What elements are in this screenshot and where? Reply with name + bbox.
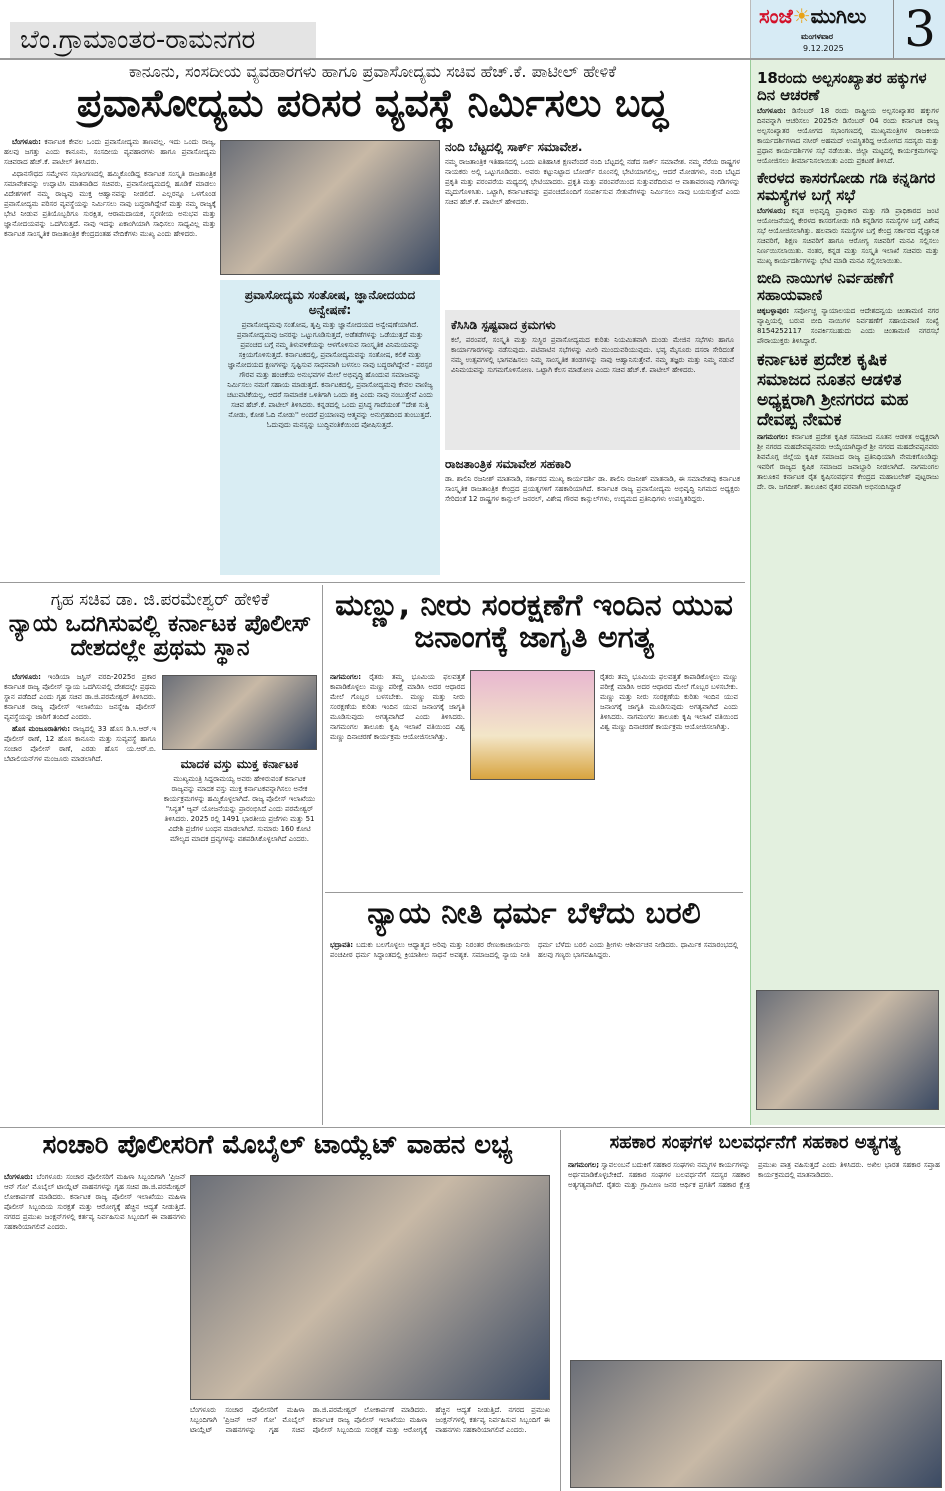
subheading: ಕೆಸಿಸಿಡಿ ಸ್ಪಷ್ಟವಾದ ಕ್ರಮಗಳು [451,318,556,332]
dateline: ನಾಗಮಂಗಲ: [757,433,789,441]
police-headline: ನ್ಯಾಯ ಒದಗಿಸುವಲ್ಲಿ ಕರ್ನಾಟಕ ಪೊಲೀಸ್ ದೇಶದಲ್ಲೇ ಪ್ರಥಮ ಸ್ಥಾನ [8,611,312,662]
box-text: ಮುಖ್ಯಮಂತ್ರಿ ಸಿದ್ದರಾಮಯ್ಯ ಅವರು ಹೇಳಿರುವಂತೆ ಕರ್ನಾಟಕ ರಾಜ್ಯವನ್ನು ಮಾದಕ ವಸ್ತು ಮುಕ್ತ ಕರ್ನಾಟಕವನ್ನಾಗಿಸಲು ಅನೇಕ ಕಾರ್ಯಕ್ರಮಗಳನ್ನು ಹಮ್ಮಿಕೊಳ್ಳಲಾಗಿದೆ. ರಾಜ್ಯ ಪೊಲೀಸ್ ಇಲಾಖೆಯು "ಸಿನ್ಯತ" ಆ್ಯಪ್ ಯೋಜನೆಯನ್ನು ಪ್ರಾರಂಭಿಸಿದೆ ಎಂದು ಪರಮೇಶ್ವರ್ ತಿಳಿಸಿದರು. 2025 ರಲ್ಲಿ 1491 ಭಾರತೀಯ ಪ್ರಜೆಗಳು ಮತ್ತು 51 ವಿದೇಶಿ ಪ್ರಜೆಗಳ ಬಂಧನ ಮಾಡಲಾಗಿದೆ. ಸುಮಾರು 160 ಕೋಟಿ ಮೌಲ್ಯದ ಮಾದಕ ದ್ರವ್ಯಗಳನ್ನು ವಶಪಡಿಸಿಕೊಳ್ಳಲಾಗಿದೆ ಎಂದರು. [163,775,316,843]
issue-day: ಮಂಗಳವಾರ [801,32,834,41]
box-title: ಪ್ರವಾಸೋದ್ಯಮ ಸಂತೋಷ, ಜ್ಞಾನೋದಯದ ಅನ್ವೇಷಣೆ: [244,288,416,317]
sun-icon: ☀ [792,4,811,28]
paragraph: ಬದುಕು ಬಲಗೊಳ್ಳಲು ಆಧ್ಯಾತ್ಮದ ಅರಿವು ಮತ್ತು ನಿರಂತರ ರೇಣುಕಾಚಾರ್ಯರು ಪಂಚಪೀಠ ಧರ್ಮ ಸಿದ್ಧಾಂತದಲ್ಲಿ ಕ್ರಿಯಾಶೀಲ ಸಾಧನೆ ಅವಶ್ಯಕ. ಸಮಾಜದಲ್ಲಿ ನ್ಯಾಯ ನೀತಿ ಧರ್ಮ ಬೆಳೆದು ಬರಲಿ ಎಂದು ಶ್ರೀಗಳು ಆಶೀರ್ವಚನ ನೀಡಿದರು. ಧಾರ್ಮಿಕ ಸಮಾರಂಭದಲ್ಲಿ ಹಲವು ಗಣ್ಯರು ಭಾಗವಹಿಸಿದ್ದರು. [330,941,738,959]
sub-text: ಕಲೆ, ಪರಂಪರೆ, ಸಂಸ್ಕೃತಿ ಮತ್ತು ಸುಸ್ಥಿರ ಪ್ರವಾಸೋದ್ಯಮದ ಕುರಿತು ನಿಯಮಿತವಾಗಿ ದುಂಡು ಮೇಜಿನ ಸಭೆಗಳು ಹಾಗೂ ಕಾರ್ಯಾಗಾರಗಳನ್ನು ನಡೆಸುವುದು. ಪಟಿವಾಟಿನ ಸಭೆಗಳನ್ನು ಮೀರಿ ಮುಂದುವರಿಯುವುದು. ಭವ್ಯ ಮೈಸೂರು ದಸರಾ ಸೇರಿದಂತೆ ನಮ್ಮ ಉತ್ಸವಗಳಲ್ಲಿ ಭಾಗವಹಿಸಲು ನಿಮ್ಮ ಸಾಂಸ್ಕೃತಿಕ ತಂಡಗಳನ್ನು ನಾವು ಆಹ್ವಾನಿಸುತ್ತೇವೆ. ನಮ್ಮ ತಜ್ಞರು ಮತ್ತು ನಿಮ್ಮ ನಡುವೆ ವಿನಿಮಯವನ್ನು ಸುಗಮಗೊಳಿಸೋಣ. ಒಟ್ಟಾಗಿ ಕೆಲಸ ಮಾಡೋಣ ಎಂದು ಸಚಿವ ಹೆಚ್.ಕೆ. ಪಾಟೀಲ್ ಹೇಳಿದರು. [451,336,734,374]
photo-tourism-conclave [220,140,440,275]
divider [322,585,323,1125]
subheading: ಹೊಸ ಮಂಜೂರಾತಿಗಳು: [12,725,70,733]
police-body [4,672,156,1122]
top-story-headline: ಪ್ರವಾಸೋದ್ಯಮ ಪರಿಸರ ವ್ಯವಸ್ಥೆ ನಿರ್ಮಿಸಲು ಬದ್ಧ [76,81,669,125]
coop-body [568,1160,940,1355]
justice-headline: ನ್ಯಾಯ ನೀತಿ ಧರ್ಮ ಬೆಳೆದು ಬರಲಿ [367,896,701,931]
photo-mobile-toilet-launch [190,1175,550,1400]
sidebar [750,60,945,1125]
divider [0,582,745,583]
box-title: ಮಾದಕ ವಸ್ತು ಮುಕ್ತ ಕರ್ನಾಟಕ [180,757,299,771]
justice-body [330,940,738,1122]
issue-date: 9.12.2025 [803,44,844,53]
divider [0,1127,945,1128]
logo-part2: ಮುಗಿಲು [810,4,867,28]
sidebar-text: ಕನ್ನಡ ಅಭಿವೃದ್ಧಿ ಪ್ರಾಧಿಕಾರ ಮತ್ತು ಗಡಿ ಪ್ರಾಧಿಕಾರದ ಜಂಟಿ ಆಯೋಜನೆಯಲ್ಲಿ ಕೇರಳದ ಕಾಸರಗೋಡು ಗಡಿ ಕನ್ನಡಿಗರ ಸಮಸ್ಯೆಗಳ ಬಗ್ಗೆ ವಿಶೇಷ ಸಭೆ ಆಯೋಜಿಸಲಾಗಿತ್ತು. ಹಲವಾರು ಸಮಸ್ಯೆಗಳ ಬಗ್ಗೆ ಕೇಂದ್ರ ಸರ್ಕಾರದ ವೈಜ್ಞಾನಿಕ ಸಚಿವರಿಗೆ, ಶಿಕ್ಷಣ ಸಚಿವರಿಗೆ ಹಾಗೂ ಆರೋಗ್ಯ ಸಚಿವರಿಗೆ ಮನವಿ ಸಲ್ಲಿಸಲು ನಿರ್ಣಯಿಸಲಾಯಿತು. ನಂತರ, ಕನ್ನಡ ಮತ್ತು ಸಂಸ್ಕೃತಿ ಇಲಾಖೆ ಸಚಿವರು ಮತ್ತು ಮುಖ್ಯ ಕಾರ್ಯದರ್ಶಿಗಳನ್ನು ಭೇಟಿ ಮಾಡಿ ಮನವಿ ಸಲ್ಲಿಸಲಾಯಿತು. [757,207,939,265]
section-label: ಬೆಂ.ಗ್ರಾಮಾಂತರ-ರಾಮನಗರ [10,22,316,58]
dateline: ಬೆಂಗಳೂರು: [12,138,41,146]
paragraph: ವಿಧಾನಸೌಧದ ಸಮ್ಮೇಳನ ಸಭಾಂಗಣದಲ್ಲಿ ಹಮ್ಮಿಕೊಂಡಿದ್ದ ಕರ್ನಾಟಕ ಸಂಸ್ಕೃತಿ ರಾಜತಾಂತ್ರಿಕ ಸಮಾವೇಶವನ್ನು ಉದ್ಘಾಟಿಸಿ ಮಾತನಾಡಿದ ಸಚಿವರು, ಪ್ರವಾಸೋದ್ಯಮದಲ್ಲಿ ಹೂಡಿಕೆ ಮಾಡಲು ವಿದೇಶಗಳಿಗೆ ನಮ್ಮ ರಾಜ್ಯವು ಮುಕ್ತ ಆಹ್ವಾನವನ್ನು ನೀಡಲಿದೆ. ಎಲ್ಲರನ್ನೂ ಒಳಗೊಂಡ ಪ್ರವಾಸೋದ್ಯಮ ಪರಿಸರ ವ್ಯವಸ್ಥೆಯನ್ನು ನಿರ್ಮಿಸಲು ನಾವು ಬದ್ಧರಾಗಿದ್ದೇವೆ ಮತ್ತು ನಮ್ಮ ರಾಜ್ಯಕ್ಕೆ ಭೇಟಿ ನೀಡುವ ಪ್ರತಿಯೊಬ್ಬರಿಗೂ ಸುರಕ್ಷಿತ, ಆರಾಮದಾಯಕ, ಸ್ಮರಣೀಯ ಅನುಭವ ಮತ್ತು ಜ್ಞಾನೋದಯವನ್ನು ಒದಗಿಸುತ್ತದೆ. ನಾವು ಇದನ್ನು ಏಕಾಂಗಿಯಾಗಿ ಸಾಧಿಸಲು ಸಾಧ್ಯವಿಲ್ಲ ಮತ್ತು ಕರ್ನಾಟಕ ಸಾಂಸ್ಕೃತಿಕ ರಾಜತಾಂತ್ರಿಕ ಕೇಂದ್ರದಂತಹ ವೇದಿಕೆಗಳು ಮುಖ್ಯ ಎಂದು ಹೇಳಿದರು. [4,170,216,238]
dateline: ಬೆಂಗಳೂರು: [12,673,41,681]
dateline: ನಾಗಮಂಗಲ; [568,1161,600,1169]
page-number: 3 [893,0,945,58]
police-kicker: ಗೃಹ ಸಚಿವ ಡಾ. ಜಿ.ಪರಮೇಶ್ವರ್ ಹೇಳಿಕೆ [50,590,270,610]
subheading: ರಾಜತಾಂತ್ರಿಕ ಸಮಾವೇಶ ಸಹಕಾರಿ [445,457,572,471]
soil-body [330,672,465,887]
sidebar-text: ಸರ್ವೋಚ್ಚ ನ್ಯಾಯಾಲಯದ ಆದೇಶದನ್ವಯ ಚಿಂತಾಮಣಿ ನಗರ ವ್ಯಾಪ್ತಿಯಲ್ಲಿ ಬರುವ ಬೀದಿ ನಾಯಿಗಳ ನಿರ್ವಹಣೆಗೆ ಸಹಾಯವಾಣಿ ಸಂಖ್ಯೆ 8154252117 ಸಂಪರ್ಕಿಸಬಹುದು ಎಂದು ಚಿಂತಾಮಣಿ ನಗರಸಭೆ ಪೌರಾಯುಕ್ತರು ತಿಳಿಸಿದ್ದಾರೆ. [757,307,939,345]
sub-text: ಡಾ. ಶಾಲಿನಿ ರಜನೀಶ್ ಮಾತನಾಡಿ, ಸರ್ಕಾರದ ಮುಖ್ಯ ಕಾರ್ಯದರ್ಶಿ ಡಾ. ಶಾಲಿನಿ ರಜನೀಶ್ ಮಾತನಾಡಿ, ಈ ಸಮಾವೇಶವು ಕರ್ನಾಟಕ ಸಾಂಸ್ಕೃತಿಕ ರಾಜತಾಂತ್ರಿಕ ಕೇಂದ್ರದ ಪ್ರಯತ್ನಗಳಿಗೆ ಸಹಕಾರಿಯಾಗಿದೆ. ಕರ್ನಾಟಕ ರಾಜ್ಯ ಪ್ರವಾಸೋದ್ಯಮ ಅಭಿವೃದ್ಧಿ ನಿಗಮದ ಅಧ್ಯಕ್ಷರು ಸೇರಿದಂತೆ 12 ರಾಷ್ಟ್ರಗಳ ಕಾನ್ಸುಲ್ ಜನರಲ್, ವಿಶೇಷ ಗೌರವ ಕಾನ್ಸುಲ್‌ಗಳು, ಉದ್ಯಮದ ಪ್ರತಿನಿಧಿಗಳು ಉಪಸ್ಥಿತರಿದ್ದರು. [445,475,740,503]
toilet-body [4,1172,186,1487]
sidebar-headline: ಬೀದಿ ನಾಯಿಗಳ ನಿರ್ವಹಣೆಗೆ ಸಹಾಯವಾಣಿ [757,269,894,304]
paragraph: ಬೆಂಗಳೂರು ಸಂಚಾರ ಪೊಲೀಸರಿಗೆ ಮಹಿಳಾ ಸಿಬ್ಬಂದಿಗಾಗಿ 'ಪ್ರಿಜನ್ ಆನ್ ಗೋ' ಮೊಬೈಲ್ ಟಾಯ್ಲೆಟ್ ವಾಹನಗಳನ್ನು ಗೃಹ ಸಚಿವ ಡಾ.ಜಿ.ಪರಮೇಶ್ವರ್ ಲೋಕಾರ್ಪಣೆ ಮಾಡಿದರು. ಕರ್ನಾಟಕ ರಾಜ್ಯ ಪೊಲೀಸ್ ಇಲಾಖೆಯು ಮಹಿಳಾ ಪೊಲೀಸ್ ಸಿಬ್ಬಂದಿಯ ಸುರಕ್ಷತೆ ಮತ್ತು ಆರೋಗ್ಯಕ್ಕೆ ಹೆಚ್ಚಿನ ಆದ್ಯತೆ ನೀಡುತ್ತಿದೆ. ನಗರದ ಪ್ರಮುಖ ಜಂಕ್ಷನ್‌ಗಳಲ್ಲಿ ಕರ್ತವ್ಯ ನಿರ್ವಹಿಸುವ ಸಿಬ್ಬಂದಿಗೆ ಈ ವಾಹನಗಳು ಸಹಕಾರಿಯಾಗಲಿವೆ ಎಂದರು. [4,1173,186,1231]
paragraph: ರಾಜ್ಯದಲ್ಲಿ 33 ಹೊಸ ಡಿ.ಸಿ.ಆರ್.ಇ ಪೊಲೀಸ್ ಠಾಣೆ, 12 ಹೊಸ ಕಾನೂನು ಮತ್ತು ಸುವ್ಯವಸ್ಥೆ ಹಾಗೂ ಸಂಚಾರ ಪೊಲೀಸ್ ಠಾಣೆ, ಎರಡು ಹೊಸ ಯ.ಆರ್.ಬಿ. ಬೆಟಾಲಿಯನ್‌ಗಳ ಮಂಜೂರು ಮಾಡಲಾಗಿದೆ. [4,725,156,763]
soil-body-cont: ರೈತರು ತಮ್ಮ ಭೂಮಿಯ ಫಲವತ್ತತೆ ಕಾಪಾಡಿಕೊಳ್ಳಲು ಮಣ್ಣು ಪರೀಕ್ಷೆ ಮಾಡಿಸಿ ಅದರ ಆಧಾರದ ಮೇಲೆ ಗೊಬ್ಬರ ಬಳಸಬೇಕು. ಮಣ್ಣು ಮತ್ತು ನೀರು ಸಂರಕ್ಷಣೆಯ ಕುರಿತು ಇಂದಿನ ಯುವ ಜನಾಂಗಕ್ಕೆ ಜಾಗೃತಿ ಮೂಡಿಸುವುದು ಅಗತ್ಯವಾಗಿದೆ ಎಂದು ತಿಳಿಸಿದರು. ನಾಗಮಂಗಲ ತಾಲೂಕು ಕೃಷಿ ಇಲಾಖೆ ವತಿಯಿಂದ ವಿಶ್ವ ಮಣ್ಣು ದಿನಾಚರಣೆ ಕಾರ್ಯಕ್ರಮ ಆಯೋಜಿಸಲಾಗಿತ್ತು. [600,673,738,731]
newspaper-logo [759,4,866,28]
sidebar-headline: ಕರ್ನಾಟಕ ಪ್ರದೇಶ ಕೃಷಿಕ ಸಮಾಜದ ನೂತನ ಆಡಳಿತ ಅಧ್ಯಕ್ಷರಾಗಿ ಶ್ರೀನಗರದ ಮಹ ದೇವಪ್ಪ ನೇಮಕ [757,350,909,430]
dateline: ಚಿಕ್ಕಬಳ್ಳಾಪುರ: [757,307,790,315]
photo-felicitation [756,990,939,1110]
dateline: ನಾಗಮಂಗಲ: [330,673,362,681]
drug-free-box [162,755,317,1000]
paragraph: ಸ್ವಾವಲಂಬನೆ ಬದುಕಿಗೆ ಸಹಕಾರ ಸಂಘಗಳು ನಮ್ಮಗಳ ಕಾರ್ಯಗಳನ್ನು ಅರ್ಥಮಾಡಿಕೊಳ್ಳಬೇಕಿದೆ. ಸಹಕಾರ ಸಂಘಗಳ ಬಲವರ್ಧನೆಗೆ ಸದಸ್ಯರ ಸಹಕಾರ ಅತ್ಯಗತ್ಯವಾಗಿದೆ. ರೈತರು ಮತ್ತು ಗ್ರಾಮೀಣ ಜನರ ಆರ್ಥಿಕ ಪ್ರಗತಿಗೆ ಸಹಕಾರ ಕ್ಷೇತ್ರ ಪ್ರಮುಖ ಪಾತ್ರ ವಹಿಸುತ್ತದೆ ಎಂದು ತಿಳಿಸಿದರು. ಅಖಿಲ ಭಾರತ ಸಹಕಾರ ಸಪ್ತಾಹ ಕಾರ್ಯಕ್ರಮದಲ್ಲಿ ಮಾತನಾಡಿದರು. [568,1161,940,1189]
sidebar-headline: ಕೇರಳದ ಕಾಸರಗೋಡು ಗಡಿ ಕನ್ನಡಿಗರ ಸಮಸ್ಯೆಗಳ ಬಗ್ಗೆ ಸಭೆ [757,169,936,204]
masthead [750,0,945,58]
top-story-kicker: ಕಾನೂನು, ಸಂಸದೀಯ ವ್ಯವಹಾರಗಳು ಹಾಗೂ ಪ್ರವಾಸೋದ್ಯಮ ಸಚಿವ ಹೆಚ್.ಕೆ. ಪಾಟೀಲ್ ಹೇಳಿಕೆ [128,62,617,81]
sidebar-headline: 18ರಂದು ಅಲ್ಪಸಂಖ್ಯಾತರ ಹಕ್ಕುಗಳ ದಿನ ಆಚರಣೆ [757,69,927,104]
subheading: ನಂದಿ ಬೆಟ್ಟದಲ್ಲಿ ಸಾರ್ಕ್ ಸಮಾವೇಶ. [445,140,583,154]
sidebar-text: ಡಿಸೆಂಬರ್ 18 ರಂದು ರಾಷ್ಟ್ರೀಯ ಅಲ್ಪಸಂಖ್ಯಾತರ ಹಕ್ಕುಗಳ ದಿನವನ್ನಾಗಿ ಆಚರಿಸಲು 2025ನೇ ಡಿಸೆಂಬರ್ 04 ರಂದು ಕರ್ನಾಟಕ ರಾಜ್ಯ ಅಲ್ಪಸಂಖ್ಯಾತರ ಆಯೋಗದ ಸಭಾಂಗಣದಲ್ಲಿ ಮುಖ್ಯಮಂತ್ರಿಗಳ ರಾಜಕೀಯ ಕಾರ್ಯದರ್ಶಿಗಳಾದ ನಸೀರ್ ಅಹಮದ್ ಉಪಸ್ಥಿತರಿದ್ದ ಆಯೋಗದ ಸದಸ್ಯರು ಮತ್ತು ಪ್ರಧಾನ ಕಾರ್ಯದರ್ಶಿಗಳ ಸಭೆ ನಡೆಯಿತು. ಜಿಲ್ಲಾ ಮಟ್ಟದಲ್ಲಿ ಕಾರ್ಯಕ್ರಮಗಳನ್ನು ಆಯೋಜಿಸಲು ತೀರ್ಮಾನಿಸಲಾಯಿತು ಎಂದು ಪ್ರಕಟಣೆ ತಿಳಿಸಿದೆ. [757,107,939,165]
coop-headline: ಸಹಕಾರ ಸಂಘಗಳ ಬಲವರ್ಧನೆಗೆ ಸಹಕಾರ ಅತ್ಯಗತ್ಯ [609,1132,901,1153]
photo-home-minister [162,675,317,750]
dateline: ಭದ್ರಾವತಿ: [330,941,354,949]
paragraph: ಕರ್ನಾಟಕ ಕೇವಲ ಒಂದು ಪ್ರವಾಸೋದ್ಯಮ ತಾಣವಲ್ಲ. ಇದು ಒಂದು ರಾಜ್ಯ, ಹಲವು ಜಗತ್ತು ಎಂದು ಕಾನೂನು, ಸಂಸದೀಯ ವ್ಯವಹಾರಗಳು ಹಾಗೂ ಪ್ರವಾಸೋದ್ಯಮ ಸಚಿವರಾದ ಹೆಚ್.ಕೆ. ಪಾಟೀಲ್ ತಿಳಿಸಿದರು. [4,138,216,166]
photo-coop-meeting [570,1360,942,1488]
sub-text: ನಮ್ಮ ರಾಜತಾಂತ್ರಿಕ ಇತಿಹಾಸದಲ್ಲಿ ಒಂದು ಐತಿಹಾಸಿಕ ಕ್ಷಣವೆಂದರೆ ನಂದಿ ಬೆಟ್ಟದಲ್ಲಿ ನಡೆದ ಸಾರ್ಕ್ ಸಮಾವೇಶ. ನಮ್ಮ ನೆರೆಯ ರಾಷ್ಟ್ರಗಳ ನಾಯಕರು ಅಲ್ಲಿ ಒಟ್ಟುಗೂಡಿದರು. ಅವರು ಕಟ್ಟುನಿಟ್ಟಾದ ಬೋರ್ಡ್ ರೂಂನಲ್ಲಿ ಭೇಟಿಯಾಗಲಿಲ್ಲ, ಆದರೆ ಮೋಡಗಳು, ನಂದಿ ಬೆಟ್ಟದ ಪ್ರಕೃತಿ ಮತ್ತು ಪರಂಪರೆಯ ಮಧ್ಯದಲ್ಲಿ ಭೇಟಿಯಾದರು. ಪ್ರಕೃತಿ ಮತ್ತು ಪರಂಪರೆಯಿಂದ ಸುತ್ತುವರೆದಿರುವ ಆ ವಾತಾವರಣವು ಗಡಿಗಳನ್ನು ಮೃದುಗೊಳಿಸಿತು. ಒಟ್ಟಾಗಿ, ಕರ್ನಾಟಕವನ್ನು ಪ್ರಪಂಚದೊಂದಿಗೆ ಸಂಪರ್ಕಿಸುವ ಸೇತುವೆಗಳನ್ನು ನಿರ್ಮಿಸಲು ನಾವು ಬಯಸುತ್ತೇವೆ ಎಂದು ಸಚಿವ ಹೆಚ್.ಕೆ. ಪಾಟೀಲ್ ಹೇಳಿದರು. [445,158,740,206]
paragraph: ರೈತರು ತಮ್ಮ ಭೂಮಿಯ ಫಲವತ್ತತೆ ಕಾಪಾಡಿಕೊಳ್ಳಲು ಮಣ್ಣು ಪರೀಕ್ಷೆ ಮಾಡಿಸಿ ಅದರ ಆಧಾರದ ಮೇಲೆ ಗೊಬ್ಬರ ಬಳಸಬೇಕು. ಮಣ್ಣು ಮತ್ತು ನೀರು ಸಂರಕ್ಷಣೆಯ ಕುರಿತು ಇಂದಿನ ಯುವ ಜನಾಂಗಕ್ಕೆ ಜಾಗೃತಿ ಮೂಡಿಸುವುದು ಅಗತ್ಯವಾಗಿದೆ ಎಂದು ತಿಳಿಸಿದರು. ನಾಗಮಂಗಲ ತಾಲೂಕು ಕೃಷಿ ಇಲಾಖೆ ವತಿಯಿಂದ ವಿಶ್ವ ಮಣ್ಣು ದಿನಾಚರಣೆ ಕಾರ್ಯಕ್ರಮ ಆಯೋಜಿಸಲಾಗಿತ್ತು. [330,673,465,741]
logo-part1: ಸಂಜೆ [759,4,793,28]
sidebar-text: ಕರ್ನಾಟಕ ಪ್ರದೇಶ ಕೃಷಿಕ ಸಮಾಜದ ನೂತನ ಆಡಳಿತ ಅಧ್ಯಕ್ಷರಾಗಿ ಶ್ರೀ ನಗರದ ಮಹದೇವಪ್ಪನವರು ಆಯ್ಕೆಯಾಗಿದ್ದಾರೆ ಶ್ರೀ ನಗರದ ಮಹದೇವಪ್ಪನವರು ಶಿವಮೊಗ್ಗ ಜಿಲ್ಲೆಯ ಕೃಷಿಕ ಸಮಾಜದ ರಾಜ್ಯ ಪ್ರತಿನಿಧಿಯಾಗಿ ನೇಮಕಗೊಂಡಿದ್ದು ಇವರಿಗೆ ರಾಜ್ಯದ ಕೃಷಿಕ ಸಮಾಜದ ಜವಾಬ್ದಾರಿ ನೀಡಲಾಗಿದೆ. ನಾಗಮಂಗಲ ತಾಲೂಕಿನ ಕರ್ನಾಟಕ ರೈತ ಕೃಷಿಸಂವರ್ಧನ ಕೇಂದ್ರದ ಮಹಾಬಲೇಶ್ ಪುಟ್ಟರಾಜು ದೇ. ರಾ. ಜಗದೀಶ್. ತಾಲೂಕಿನ ರೈತರ ಪರವಾಗಿ ಅಭಿನಂದಿಸಿದ್ದಾರೆ [757,433,939,491]
photo-soil-day [470,670,595,780]
toilet-body-cont: ಬೆಂಗಳೂರು ಸಂಚಾರ ಪೊಲೀಸರಿಗೆ ಮಹಿಳಾ ಸಿಬ್ಬಂದಿಗಾಗಿ 'ಪ್ರಿಜನ್ ಆನ್ ಗೋ' ಮೊಬೈಲ್ ಟಾಯ್ಲೆಟ್ ವಾಹನಗಳನ್ನು ಗೃಹ ಸಚಿವ ಡಾ.ಜಿ.ಪರಮೇಶ್ವರ್ ಲೋಕಾರ್ಪಣೆ ಮಾಡಿದರು. ಕರ್ನಾಟಕ ರಾಜ್ಯ ಪೊಲೀಸ್ ಇಲಾಖೆಯು ಮಹಿಳಾ ಪೊಲೀಸ್ ಸಿಬ್ಬಂದಿಯ ಸುರಕ್ಷತೆ ಮತ್ತು ಆರೋಗ್ಯಕ್ಕೆ ಹೆಚ್ಚಿನ ಆದ್ಯತೆ ನೀಡುತ್ತಿದೆ. ನಗರದ ಪ್ರಮುಖ ಜಂಕ್ಷನ್‌ಗಳಲ್ಲಿ ಕರ್ತವ್ಯ ನಿರ್ವಹಿಸುವ ಸಿಬ್ಬಂದಿಗೆ ಈ ವಾಹನಗಳು ಸಹಕಾರಿಯಾಗಲಿವೆ ಎಂದರು. [190,1406,550,1434]
dateline: ಬೆಂಗಳೂರು: [4,1173,33,1181]
dateline: ಬೆಂಗಳೂರು; [757,207,786,215]
toilet-headline: ಸಂಚಾರಿ ಪೊಲೀಸರಿಗೆ ಮೊಬೈಲ್ ಟಾಯ್ಲೆಟ್ ವಾಹನ ಲಭ್ಯ [42,1130,513,1160]
soil-headline: ಮಣ್ಣು, ನೀರು ಸಂರಕ್ಷಣೆಗೆ ಇಂದಿನ ಯುವ ಜನಾಂಗಕ್ಕೆ ಜಾಗೃತಿ ಅಗತ್ಯ [335,588,733,655]
kccd-box [445,310,740,450]
divider [560,1130,561,1491]
tourism-box [220,280,440,575]
sark-section [445,138,740,307]
paragraph: ಇಂಡಿಯಾ ಜಸ್ಟಿಸ್ ವರದಿ-2025ರ ಪ್ರಕಾರ ಕರ್ನಾಟಕ ರಾಜ್ಯ ಪೊಲೀಸ್ ನ್ಯಾಯ ಒದಗಿಸುವಲ್ಲಿ ದೇಶದಲ್ಲೇ ಪ್ರಥಮ ಸ್ಥಾನ ಪಡೆದಿದೆ ಎಂದು ಗೃಹ ಸಚಿವ ಡಾ.ಜಿ.ಪರಮೇಶ್ವರ್ ತಿಳಿಸಿದರು. ಕರ್ನಾಟಕ ರಾಜ್ಯ ಪೊಲೀಸ್ ಇಲಾಖೆಯು ಜನಸ್ನೇಹಿ ಪೊಲೀಸ್ ವ್ಯವಸ್ಥೆಯನ್ನು ಜಾರಿಗೆ ತಂದಿದೆ ಎಂದರು. [4,673,156,721]
top-story-body [4,137,216,577]
divider [325,892,743,893]
diplomacy-section [445,455,740,579]
dateline: ಬೆಂಗಳೂರು: [757,107,786,115]
box-text: ಪ್ರವಾಸೋದ್ಯಮವು ಸಂತೋಷ, ತೃಪ್ತಿ ಮತ್ತು ಜ್ಞಾನೋದಯದ ಅನ್ವೇಷಣೆಯಾಗಿದೆ. ಪ್ರವಾಸೋದ್ಯಮವು ಜನರನ್ನು ಒಟ್ಟುಗೂಡಿಸುತ್ತದೆ, ಅಡೆತಡೆಗಳನ್ನು ಒಡೆಯುತ್ತದೆ ಮತ್ತು ಪ್ರಪಂಚದ ಬಗ್ಗೆ ನಮ್ಮ ತಿಳುವಳಿಕೆಯನ್ನು ಆಳಗೊಳಿಸುವ ಸಾಂಸ್ಕೃತಿಕ ವಿನಿಮಯವನ್ನು ಸಕ್ರಿಯಗೊಳಿಸುತ್ತದೆ. ಕರ್ನಾಟಕದಲ್ಲಿ, ಪ್ರವಾಸೋದ್ಯಮವನ್ನು ಸಂತೋಷ, ಕಲಿಕೆ ಮತ್ತು ಜ್ಞಾನೋದಯದ ಕ್ಷಣಗಳನ್ನು ಸೃಷ್ಟಿಸುವ ಸಾಧನವಾಗಿ ಬಳಸಲು ನಾವು ಬದ್ಧರಾಗಿದ್ದೇವೆ - ಪರಸ್ಪರ ಗೌರವ ಮತ್ತು ಹಂಚಿಕೆಯ ಅನುಭವಗಳ ಮೇಲೆ ಅಭಿವೃದ್ಧಿ ಹೊಂದುವ ಸಮಾಜವನ್ನು ನಿರ್ಮಿಸಲು ನಮಗೆ ಸಹಾಯ ಮಾಡುತ್ತದೆ. ಕರ್ನಾಟಕದಲ್ಲಿ, ಪ್ರವಾಸೋದ್ಯಮವು ಕೇವಲ ವಾಣಿಜ್ಯ ಚಟುವಟಿಕೆಯಲ್ಲ, ಆದರೆ ಸಾಮಾಜಿಕ ಒಳಿತಿಗಾಗಿ ಒಂದು ಶಕ್ತಿ ಎಂದು ನಾವು ನಂಬುತ್ತೇವೆ ಎಂದು ಸಚಿವ ಹೆಚ್.ಕೆ. ಪಾಟೀಲ್ ತಿಳಿಸಿದರು. ಕನ್ನಡದಲ್ಲಿ ಒಂದು ಪ್ರಸಿದ್ಧ ಗಾದೆಯಂತೆ ''ದೇಶ ಸುತ್ತಿ ನೋಡು, ಕೋಶ ಓದಿ ನೋಡು'' ಅಂದರೆ ಪ್ರಯಾಣವು ಆತ್ಮವನ್ನು ಅನುಗ್ರಹದಿಂದ ತುಂಬುತ್ತದೆ. ಓದುವುದು ಮನಸ್ಸನ್ನು ಬುದ್ಧಿವಂತಿಕೆಯಿಂದ ಪೋಷಿಸುತ್ತದೆ. [227,321,433,429]
